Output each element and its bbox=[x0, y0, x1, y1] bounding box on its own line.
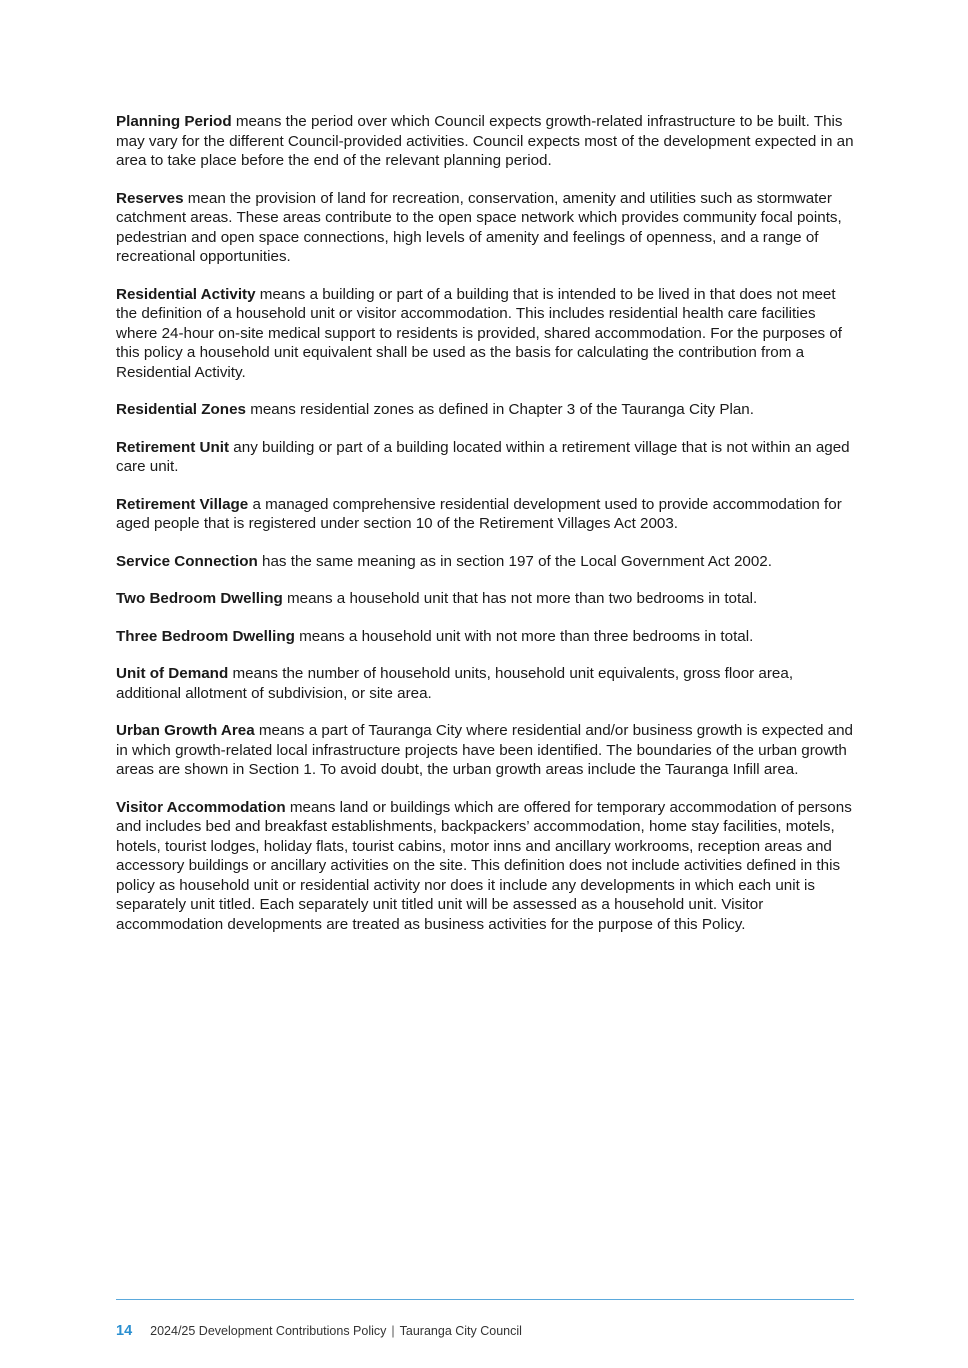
organisation-name: Tauranga City Council bbox=[399, 1324, 522, 1338]
definition-term: Residential Activity bbox=[116, 285, 256, 303]
definition-text: means land or buildings which are offered for temporary accommodation of persons and includes bed and breakfast establishments, backpackers’ accommodation, home stay facilities, motels, hotels, tourist lodges, holiday flats, tourist cabins, motor inns and ancillary workrooms, reception areas and accessory buildings or ancillary activities on the site. This definition does not include activities defined in this policy as household unit or residential activity nor does it include any developments in which each unit is separately unit titled. Each separately unit titled unit will be assessed as a household unit. Visitor accommodation developments are treated as business activities for the purpose of this Policy. bbox=[116, 798, 852, 933]
definition-urban-growth-area bbox=[116, 721, 856, 780]
page-number: 14 bbox=[116, 1323, 133, 1339]
definition-term: Unit of Demand bbox=[116, 665, 229, 682]
definition-text: has the same meaning as in section 197 of the Local Government Act 2002. bbox=[257, 552, 772, 570]
definition-text: any building or part of a building located within a retirement village that is not within an aged care unit. bbox=[116, 438, 850, 475]
definition-text: a managed comprehensive residential development used to provide accommodation for aged people that is registered under section 10 of the Retirement Villages Act 2003. bbox=[116, 495, 842, 532]
definition-term: Retirement Unit bbox=[116, 438, 230, 456]
document-title: 2024/25 Development Contributions Policy bbox=[150, 1324, 387, 1338]
definition-residential-zones bbox=[116, 400, 856, 420]
definition-term: Planning Period bbox=[116, 113, 232, 130]
definition-text: means residential zones as defined in Chapter 3 of the Tauranga City Plan. bbox=[245, 401, 754, 418]
definition-text: mean the provision of land for recreation, conservation, amenity and utilities such as stormwater catchment areas. These areas contribute to the open space network which provides community focal points, pedestrian and open space connections, high levels of amenity and feelings of openness, and a range of recreational opportunities. bbox=[116, 189, 842, 265]
definition-three-bedroom-dwelling bbox=[116, 627, 856, 647]
definition-service-connection bbox=[116, 552, 856, 572]
definition-text: means a household unit with not more than three bedrooms in total. bbox=[294, 627, 754, 645]
definition-term: Reserves bbox=[116, 189, 184, 207]
definition-term: Two Bedroom Dwelling bbox=[116, 590, 283, 607]
footer-divider bbox=[116, 1299, 854, 1300]
page-footer bbox=[116, 1323, 522, 1339]
definition-term: Service Connection bbox=[116, 552, 258, 570]
footer-separator: | bbox=[391, 1324, 395, 1338]
definition-text: means a part of Tauranga City where residential and/or business growth is expected and in which growth-related local infrastructure projects have been identified. The boundaries of the urban growth areas are shown in Section 1. To avoid doubt, the urban growth areas include the Tauranga Infill area. bbox=[116, 722, 853, 778]
definition-retirement-unit bbox=[116, 438, 856, 477]
definition-residential-activity bbox=[116, 285, 856, 383]
definition-term: Urban Growth Area bbox=[116, 722, 255, 739]
definition-planning-period bbox=[116, 112, 856, 171]
definition-term: Retirement Village bbox=[116, 495, 249, 513]
definition-term: Three Bedroom Dwelling bbox=[116, 627, 295, 645]
definition-text: means a building or part of a building that is intended to be lived in that does not meet the definition of a household unit or visitor accommodation. This includes residential health care facilities where 24-hour on-site medical support to residents is provided, shared accommodation. For the purposes of this policy a household unit equivalent shall be used as the basis for calculating the contribution from a Residential Activity. bbox=[116, 285, 843, 381]
definition-text: means a household unit that has not more than two bedrooms in total. bbox=[282, 590, 758, 607]
definition-term: Visitor Accommodation bbox=[116, 798, 286, 816]
definition-visitor-accommodation bbox=[116, 798, 856, 935]
definition-reserves bbox=[116, 189, 856, 267]
definition-unit-of-demand bbox=[116, 664, 856, 703]
definition-two-bedroom-dwelling bbox=[116, 589, 856, 609]
definition-retirement-village bbox=[116, 495, 856, 534]
definition-text: means the number of household units, household unit equivalents, gross floor area, additional allotment of subdivision, or site area. bbox=[116, 665, 794, 702]
definitions-list bbox=[116, 112, 856, 952]
definition-term: Residential Zones bbox=[116, 401, 246, 418]
definition-text: means the period over which Council expects growth-related infrastructure to be built. This may vary for the different Council-provided activities. Council expects most of the development expected in an area to take place before the end of the relevant planning period. bbox=[116, 113, 854, 169]
